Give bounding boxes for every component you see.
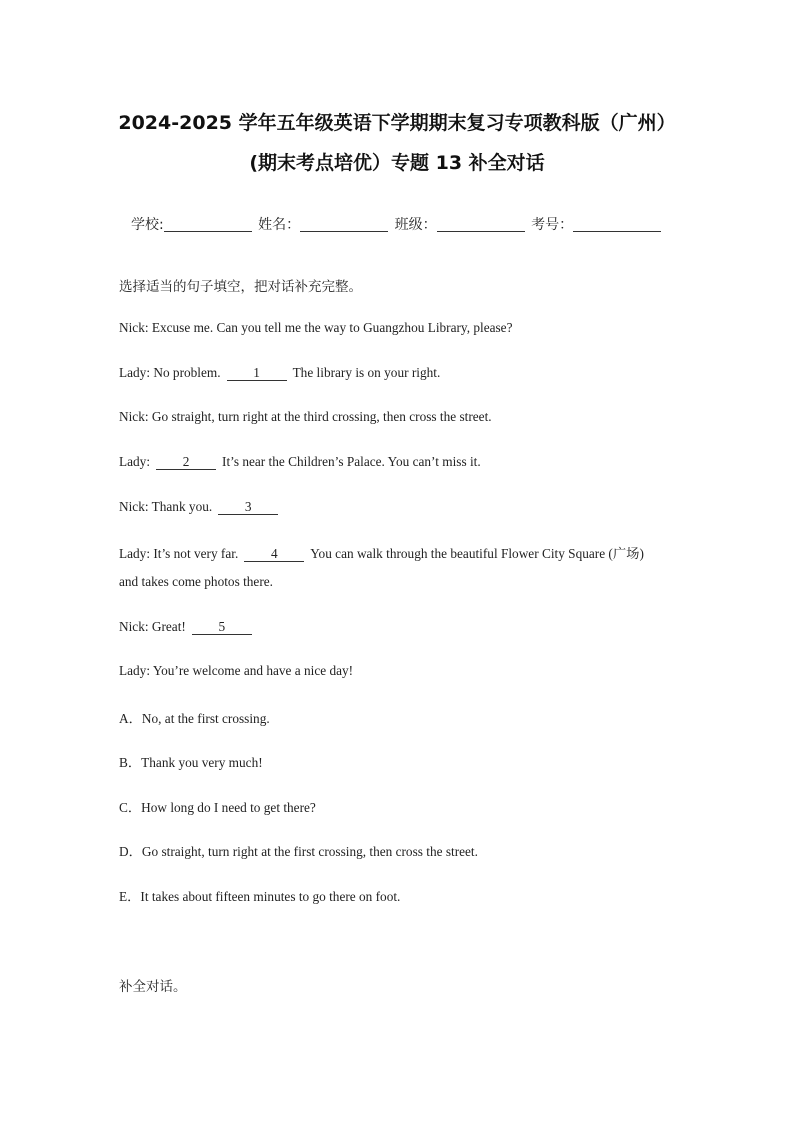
dialogue-text: Lady: <box>119 454 151 469</box>
dialogue-line-2 <box>119 365 440 381</box>
school-field[interactable] <box>164 217 252 232</box>
answer-blank-3[interactable]: 3 <box>218 500 278 515</box>
answer-blank-2[interactable]: 2 <box>156 455 216 470</box>
dialogue-line-5 <box>119 499 284 515</box>
dialogue-text: It’s near the Children’s Palace. You can’t miss it. <box>222 454 481 469</box>
dialogue-text: Nick: Thank you. <box>119 499 213 514</box>
instruction: 选择适当的句子填空，把对话补充完整。 <box>119 279 362 295</box>
dialogue-line-3: Nick: Go straight, turn right at the third crossing, then cross the street. <box>119 409 492 424</box>
dialogue-line-4 <box>119 454 481 470</box>
dialogue-text: Lady: It’s not very far. <box>119 546 239 561</box>
option-c: C．How long do I need to get there? <box>119 800 316 815</box>
option-d: D．Go straight, turn right at the first crossing, then cross the street. <box>119 844 478 859</box>
class-label: 班级： <box>394 217 437 233</box>
dialogue-line-8: Lady: You’re welcome and have a nice day! <box>119 663 354 678</box>
class-field[interactable] <box>437 217 525 232</box>
option-b: B．Thank you very much! <box>119 755 263 770</box>
dialogue-line-6 <box>119 543 644 562</box>
option-a: A．No, at the first crossing. <box>119 711 270 726</box>
dialogue-line-7 <box>119 619 258 635</box>
school-label: 学校: <box>131 217 164 233</box>
option-e: E．It takes about fifteen minutes to go there on foot. <box>119 889 401 904</box>
task-label: 补全对话。 <box>119 979 187 995</box>
name-field[interactable] <box>300 217 388 232</box>
answer-blank-4[interactable]: 4 <box>244 547 304 562</box>
answer-blank-1[interactable]: 1 <box>227 366 287 381</box>
dialogue-text: The library is on your right. <box>292 365 441 380</box>
student-info-row <box>131 214 663 234</box>
answer-blank-5[interactable]: 5 <box>192 620 252 635</box>
dialogue-text: Nick: Great! <box>119 619 186 634</box>
dialogue-text: Lady: No problem. <box>119 365 221 380</box>
dialogue-line-1: Nick: Excuse me. Can you tell me the way to Guangzhou Library, please? <box>119 320 513 335</box>
page-title-line2: (期末考点培优）专题 13 补全对话 <box>249 152 545 174</box>
exam-number-label: 考号： <box>531 217 574 233</box>
name-label: 姓名： <box>258 217 301 233</box>
exam-number-field[interactable] <box>573 217 661 232</box>
dialogue-line-6-continued: and takes come photos there. <box>119 574 273 589</box>
dialogue-text: You can walk through the beautiful Flower City Square (广场) <box>310 546 644 561</box>
page-title-line1: 2024-2025 学年五年级英语下学期期末复习专项教科版（广州） <box>118 112 676 134</box>
